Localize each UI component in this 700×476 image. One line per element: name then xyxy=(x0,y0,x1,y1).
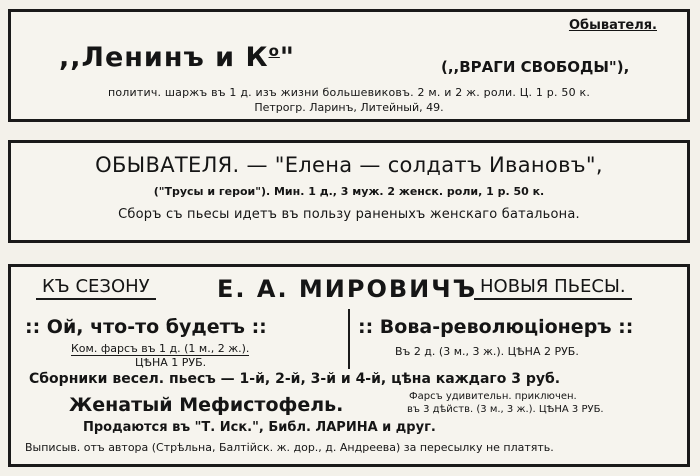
ad3-play2-desc: Въ 2 д. (3 м., 3 ж.). ЦѢНА 2 РУБ. xyxy=(395,345,579,358)
ad2-charity-note: Сборъ съ пьесы идетъ въ пользу раненыхъ женскаго батальона. xyxy=(118,207,580,222)
ad-mirovich-plays xyxy=(8,264,690,467)
ad3-season-text: КЪ СЕЗОНУ xyxy=(42,276,150,297)
ad3-author: Е. А. МИРОВИЧЪ xyxy=(217,275,478,303)
ad1-title-text: ,,Ленинъ и К xyxy=(59,42,269,73)
ad1-title-close: " xyxy=(279,42,295,73)
ad3-order-note: Выписыв. отъ автора (Стрѣльна, Балтійск. ж. дор., д. Андреева) за пересылку не платять. xyxy=(25,441,554,454)
ad3-play1-desc: Ком. фарсъ въ 1 д. (1 м., 2 ж.). xyxy=(71,342,250,355)
ad3-play3-desc1: Фарсъ удивительн. приключен. xyxy=(409,391,577,402)
ad3-play3-title: Женатый Мефистофель. xyxy=(69,394,344,416)
ad3-play1-price: ЦѢНА 1 РУБ. xyxy=(135,356,207,369)
ad3-season-label xyxy=(36,276,156,300)
ad3-play1-title: :: Ой, что-то будетъ :: xyxy=(25,316,267,338)
ad1-description: политич. шаржъ въ 1 д. изъ жизни большевиковъ. 2 м. и 2 ж. роли. Ц. 1 р. 50 к. xyxy=(107,86,591,99)
ad2-title: ОБЫВАТЕЛЯ. — "Елена — солдатъ Ивановъ", xyxy=(95,153,603,177)
ad1-subtitle: (,,ВРАГИ СВОБОДЫ"), xyxy=(441,58,630,76)
ad-lenin-and-co xyxy=(8,9,690,122)
ad3-collections: Сборники весел. пьесъ — 1-й, 2-й, 3-й и 4-й, цѣна каждаго 3 руб. xyxy=(29,371,561,387)
ad3-sold-at: Продаются въ "Т. Иск.", Библ. ЛАРИНА и друг. xyxy=(83,420,436,435)
ad-elena-soldier xyxy=(8,140,690,243)
ad3-new-plays-label xyxy=(474,276,632,300)
ad3-column-divider xyxy=(348,309,350,369)
ad1-corner-label: Обывателя. xyxy=(568,18,657,33)
ad1-title-sup: о xyxy=(268,42,280,60)
ad3-new-plays-text: НОВЫЯ ПЬЕСЫ. xyxy=(480,276,626,297)
ad1-title xyxy=(59,42,295,73)
ad1-publisher: Петрогр. Ларинъ, Литейный, 49. xyxy=(254,101,444,114)
ad3-play2-title: :: Вова-революціонеръ :: xyxy=(358,316,634,338)
ad3-play3-desc2: въ 3 дѣйств. (3 м., 3 ж.). ЦѢНА 3 РУБ. xyxy=(407,404,604,415)
ad2-description: ("Трусы и герои"). Мин. 1 д., 3 муж. 2 женск. роли, 1 р. 50 к. xyxy=(153,185,545,198)
